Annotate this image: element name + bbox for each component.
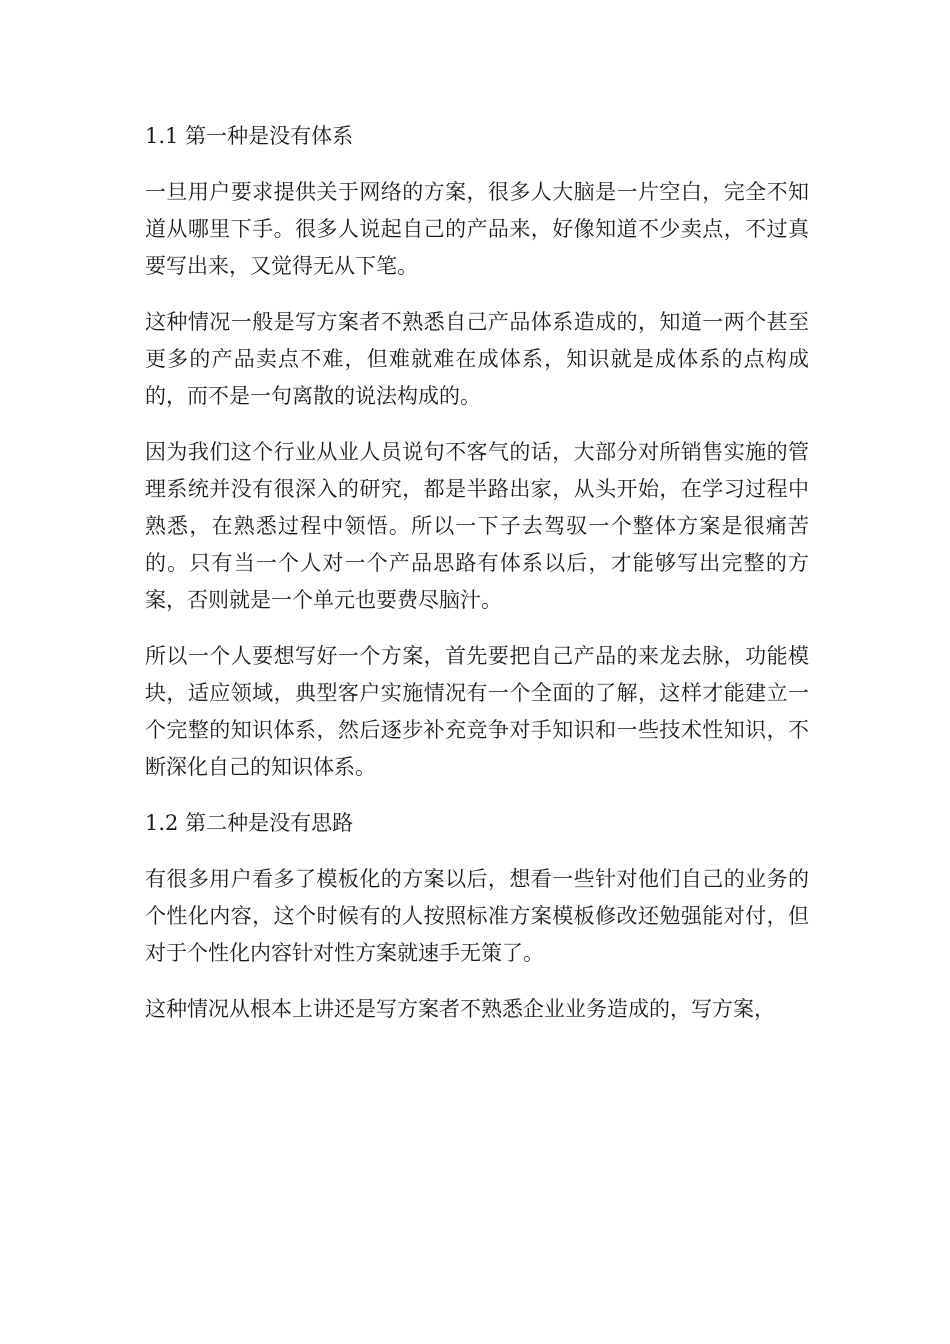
paragraph: 一旦用户要求提供关于网络的方案，很多人大脑是一片空白，完全不知道从哪里下手。很多人说起自己的产品来，好像知道不少卖点，不过真要写出来，又觉得无从下笔。 bbox=[145, 180, 809, 278]
document-body bbox=[145, 118, 809, 1047]
paragraph: 所以一个人要想写好一个方案，首先要把自己产品的来龙去脉，功能模块，适应领域，典型客户实施情况有一个全面的了解，这样才能建立一个完整的知识体系，然后逐步补充竞争对手知识和一些技术性知识，不断深化自己的知识体系。 bbox=[145, 644, 809, 779]
paragraph: 这种情况从根本上讲还是写方案者不熟悉企业业务造成的，写方案， bbox=[145, 997, 775, 1021]
section-heading-1-2: 1.2 第二种是没有思路 bbox=[145, 811, 354, 835]
section-heading-1-1: 1.1 第一种是没有体系 bbox=[145, 124, 354, 148]
paragraph: 因为我们这个行业从业人员说句不客气的话，大部分对所销售实施的管理系统并没有很深入的研究，都是半路出家，从头开始，在学习过程中熟悉，在熟悉过程中领悟。所以一下子去驾驭一个整体方案是很痛苦的。只有当一个人对一个产品思路有体系以后，才能够写出完整的方案，否则就是一个单元也要费尽脑汁。 bbox=[145, 440, 809, 612]
paragraph: 这种情况一般是写方案者不熟悉自己产品体系造成的，知道一两个甚至更多的产品卖点不难，但难就难在成体系，知识就是成体系的点构成的，而不是一句离散的说法构成的。 bbox=[145, 310, 809, 408]
paragraph: 有很多用户看多了模板化的方案以后，想看一些针对他们自己的业务的个性化内容，这个时候有的人按照标准方案模板修改还勉强能对付，但对于个性化内容针对性方案就速手无策了。 bbox=[145, 867, 809, 965]
